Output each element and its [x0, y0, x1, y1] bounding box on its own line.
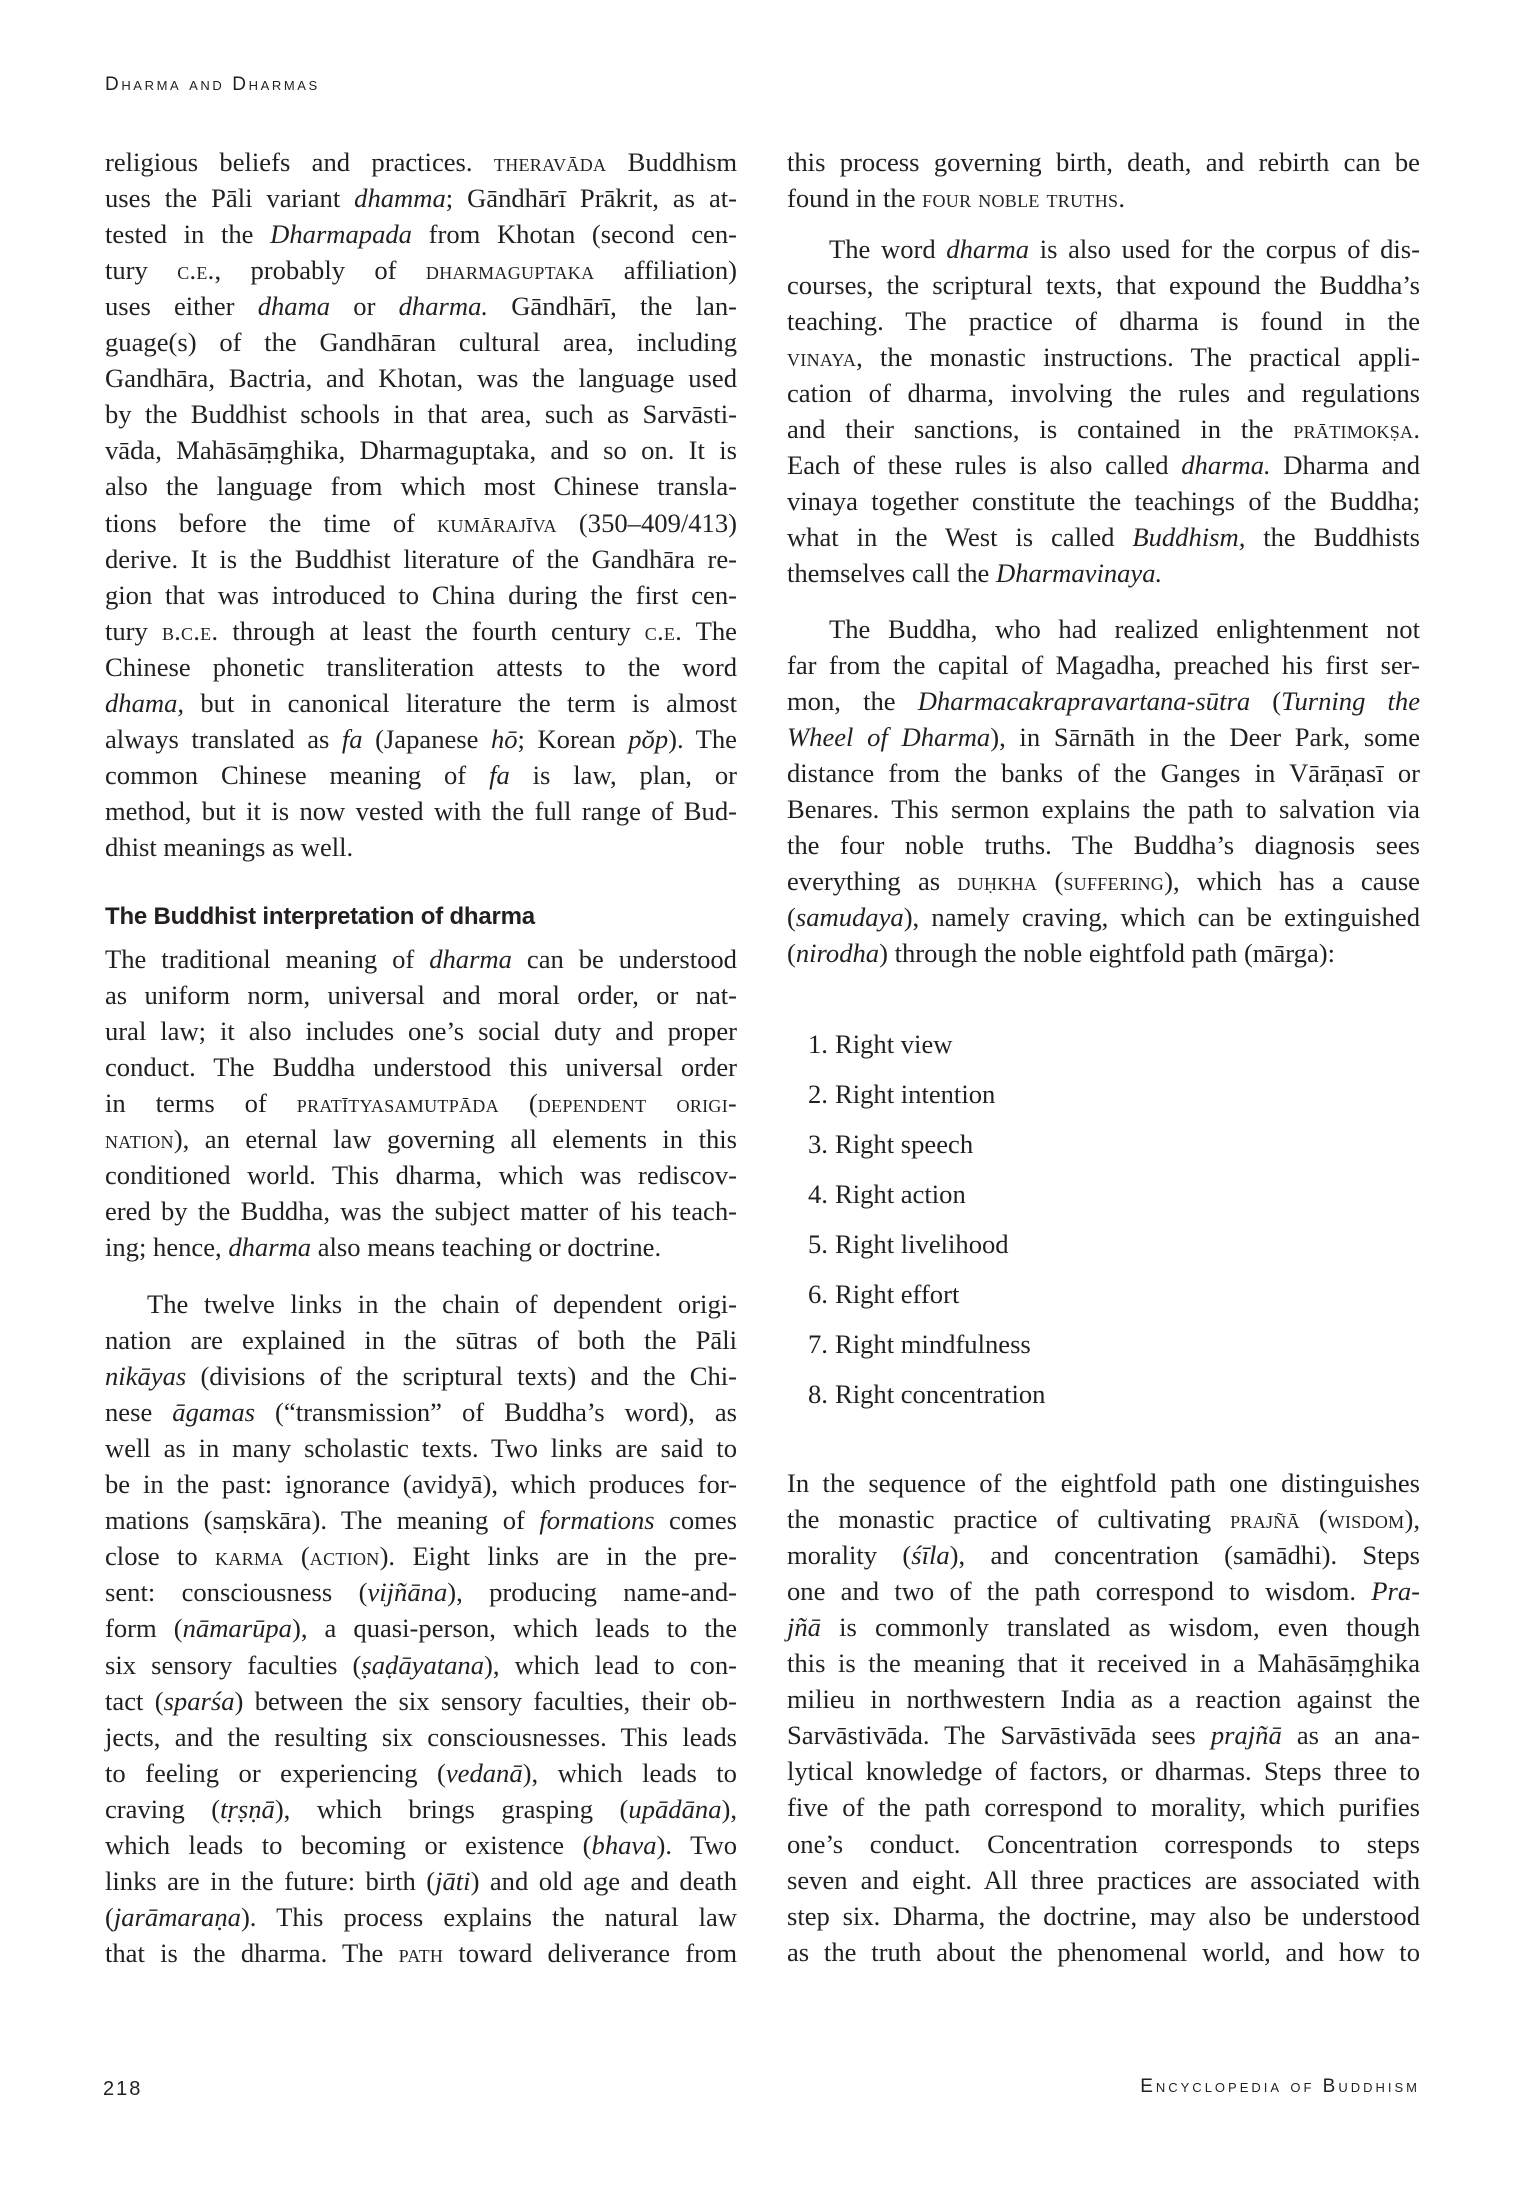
text-run: ), in Sārnāth in the Deer Park, some	[990, 722, 1421, 753]
cross-reference: vinaya	[787, 343, 857, 373]
text-run: ; Korean	[517, 723, 629, 754]
text-line	[105, 180, 737, 216]
italic-term: dharma	[429, 944, 512, 974]
text-line	[105, 1358, 737, 1394]
text-run: seven and eight. All three practices are associated with	[787, 1864, 1420, 1895]
text-run: Gandhāra, Bactria, and Khotan, was the language used	[105, 363, 737, 394]
text-run: conditioned world. This dharma, which was rediscov-	[105, 1160, 737, 1191]
text-run: religious beliefs and practices.	[105, 147, 494, 177]
italic-term: tṛṣṇā	[220, 1793, 275, 1824]
text-run: ), a quasi-person, which leads to the	[291, 1613, 738, 1644]
text-run: but in canonical literature the term is almost	[184, 687, 737, 718]
page-number: 218	[103, 2078, 143, 2100]
text-run: The word	[829, 234, 947, 264]
text-line	[787, 1826, 1420, 1862]
text-run: mations (saṃskāra). The meaning of	[105, 1505, 540, 1536]
italic-term: dhama	[257, 291, 331, 322]
text-line	[105, 1286, 737, 1322]
cross-reference: duḥkha	[957, 867, 1038, 897]
text-line	[105, 1683, 737, 1719]
text-line	[105, 1193, 737, 1229]
text-run: tury	[105, 615, 162, 646]
text-line	[105, 1647, 737, 1683]
text-line	[787, 447, 1420, 483]
text-run: The twelve links in the chain of dependent origi-	[147, 1289, 737, 1319]
text-run: uses the Pāli variant	[105, 183, 355, 214]
text-line	[787, 180, 1420, 216]
text-run: morality (	[787, 1540, 912, 1571]
text-line	[105, 977, 737, 1013]
text-run: gion that was introduced to China during the first cen-	[105, 579, 737, 610]
text-run: links are in the future: birth (	[105, 1865, 436, 1896]
text-line	[105, 468, 737, 504]
text-run: mon, the	[787, 686, 918, 717]
book-title: Encyclopedia of Buddhism	[1140, 2076, 1420, 2097]
italic-term: dhamma	[354, 183, 446, 214]
text-run: ). Two	[656, 1829, 737, 1860]
text-line	[105, 1574, 737, 1610]
text-run: be in the past: ignorance (avidyā), which produces for-	[105, 1469, 737, 1500]
text-run: can be understood	[511, 944, 737, 974]
text-run: this process governing birth, death, and rebirth can be	[787, 147, 1420, 177]
list-number: 5.	[808, 1229, 828, 1259]
text-line	[787, 647, 1420, 683]
text-line	[105, 1013, 737, 1049]
text-line	[787, 1753, 1420, 1789]
cross-reference: action	[309, 1542, 380, 1572]
text-run: is commonly translated as wisdom, even though	[820, 1612, 1420, 1643]
list-number: 2.	[808, 1079, 828, 1109]
cross-reference: karma	[215, 1542, 284, 1572]
text-line	[787, 683, 1420, 719]
text-run: .	[1413, 414, 1420, 445]
text-run: always translated as	[105, 723, 342, 754]
italic-term: dharma	[946, 234, 1030, 264]
text-line	[105, 757, 737, 793]
text-run: In the sequence of the eightfold path one distinguishes	[787, 1468, 1420, 1498]
text-run: derive. It is the Buddhist literature of the Gandhāra re-	[105, 543, 737, 574]
text-run: (	[787, 902, 796, 933]
text-run: , the monastic instructions. The practical appli-	[856, 342, 1420, 373]
list-text: Right speech	[835, 1129, 974, 1159]
italic-term: śīla	[911, 1540, 950, 1571]
text-run: in terms of	[105, 1088, 297, 1119]
text-run: comes	[654, 1505, 737, 1536]
text-run: craving (	[105, 1793, 221, 1824]
text-run: affiliation)	[594, 255, 737, 286]
text-line	[787, 1573, 1420, 1609]
text-run: .	[1118, 183, 1125, 214]
text-line	[787, 375, 1420, 411]
text-run: (	[1299, 1504, 1328, 1535]
text-line	[787, 519, 1420, 555]
text-run: (350–409/413)	[556, 507, 737, 538]
text-run: far from the capital of Magadha, preached his first ser-	[787, 650, 1420, 681]
text-line	[105, 793, 737, 829]
list-text: Right intention	[835, 1079, 996, 1109]
text-line	[105, 1394, 737, 1430]
text-run: as uniform norm, universal and moral order, or nat-	[105, 980, 737, 1011]
text-run: method, but it is now vested with the full range of Bud-	[105, 795, 737, 826]
text-run: (	[787, 938, 796, 969]
italic-term: prajñā	[1210, 1720, 1282, 1751]
text-run: guage(s) of the Gandhāran cultural area, including	[105, 327, 737, 358]
text-line	[787, 144, 1420, 180]
cross-reference: four noble truths	[922, 184, 1119, 214]
cross-reference: theravāda	[493, 148, 607, 177]
text-line	[105, 1827, 737, 1863]
cross-reference: wisdom	[1327, 1505, 1405, 1535]
text-line	[105, 541, 737, 577]
text-run: the Buddhists	[1245, 522, 1421, 553]
text-run: ), and concentration (samādhi). Steps	[949, 1540, 1420, 1571]
list-text: Right view	[835, 1029, 953, 1059]
text-run: teaching. The practice of dharma is found in the	[787, 306, 1420, 337]
text-line	[105, 288, 737, 324]
italic-term: Turning the	[1281, 686, 1420, 717]
text-run: Dharma and	[1270, 450, 1420, 481]
text-line	[105, 1719, 737, 1755]
text-run: tested in the	[105, 219, 271, 250]
text-run: ural law; it also includes one’s social duty and proper	[105, 1016, 737, 1047]
text-run: by the Buddhist schools in that area, such as Sarvāsti-	[105, 399, 737, 430]
list-number: 3.	[808, 1129, 828, 1159]
italic-term: Dharmavinaya.	[995, 558, 1163, 589]
text-line	[105, 396, 737, 432]
text-run: one and two of the path correspond to wisdom.	[787, 1576, 1372, 1607]
text-run: ), which leads to	[522, 1757, 737, 1788]
italic-term: dharma.	[1181, 450, 1271, 481]
text-line	[105, 324, 737, 360]
italic-term: dhama,	[105, 687, 185, 718]
text-line	[787, 483, 1420, 519]
text-line	[787, 1645, 1420, 1681]
text-run: (“transmission” of Buddha’s word), as	[255, 1397, 737, 1428]
italic-term: jarāmaraṇa	[113, 1901, 241, 1932]
text-line	[105, 1466, 737, 1502]
section-heading: The Buddhist interpretation of dharma	[105, 903, 535, 930]
text-line	[105, 1935, 737, 1971]
text-line	[787, 1934, 1420, 1970]
italic-term: Dharmacakrapravartana-sūtra	[917, 686, 1251, 717]
text-line	[105, 505, 737, 541]
text-run: found in the	[787, 183, 923, 214]
text-line	[787, 1537, 1420, 1573]
cross-reference: suffering	[1063, 867, 1165, 897]
text-line	[105, 1430, 737, 1466]
text-line	[105, 1791, 737, 1827]
text-line	[787, 611, 1420, 647]
cross-reference: c.e.	[644, 616, 683, 646]
text-run: jects, and the resulting six consciousnesses. This leads	[105, 1721, 737, 1752]
text-run: tact (	[105, 1685, 164, 1716]
text-run: ),	[721, 1793, 737, 1824]
text-run: Benares. This sermon explains the path to salvation via	[787, 794, 1420, 825]
list-text: Right concentration	[835, 1379, 1046, 1409]
italic-term: ṣaḍāyatana	[361, 1649, 485, 1680]
text-line	[787, 1862, 1420, 1898]
text-run: what in the West is called	[787, 522, 1133, 553]
text-run: ), namely craving, which can be extinguished	[903, 902, 1420, 933]
text-line	[787, 1717, 1420, 1753]
text-run: or	[330, 291, 399, 322]
text-run: Each of these rules is also called	[787, 450, 1182, 481]
text-run: six sensory faculties (	[105, 1649, 362, 1680]
text-line	[105, 1755, 737, 1791]
text-line	[787, 719, 1420, 755]
list-number: 8.	[808, 1379, 828, 1409]
text-run: cation of dharma, involving the rules and regulations	[787, 378, 1420, 409]
text-line	[105, 1538, 737, 1574]
text-run: toward deliverance from	[443, 1937, 737, 1968]
text-line	[787, 411, 1420, 447]
list-text: Right effort	[835, 1279, 960, 1309]
italic-term: upādāna	[628, 1793, 722, 1824]
text-run: nese	[105, 1397, 173, 1428]
text-run: is law, plan, or	[509, 759, 737, 790]
text-run: The	[682, 615, 737, 646]
text-run: ) and old age and death	[470, 1865, 737, 1896]
italic-term: nāmarūpa	[182, 1613, 292, 1644]
text-line	[787, 1609, 1420, 1645]
text-run: the four noble truths. The Buddha’s diagnosis sees	[787, 830, 1420, 861]
italic-term: fa	[489, 759, 510, 790]
text-run: ered by the Buddha, was the subject matter of his teach-	[105, 1196, 737, 1227]
cross-reference: prajñā	[1230, 1505, 1300, 1535]
list-text: Right livelihood	[835, 1229, 1009, 1259]
text-line	[105, 1899, 737, 1935]
list-number: 4.	[808, 1179, 828, 1209]
text-run: the monastic practice of cultivating	[787, 1504, 1231, 1535]
text-run: milieu in northwestern India as a reaction against the	[787, 1684, 1420, 1715]
cross-reference: prātimokṣa	[1293, 415, 1414, 445]
text-run: sent: consciousness (	[105, 1577, 368, 1608]
text-run: tions before the time of	[105, 507, 438, 538]
text-run: also means teaching or doctrine.	[311, 1232, 662, 1263]
text-run: ),	[1404, 1504, 1420, 1535]
text-line	[105, 360, 737, 396]
text-run: and their sanctions, is contained in the	[787, 414, 1294, 445]
list-number: 7.	[808, 1329, 828, 1359]
list-text: Right mindfulness	[835, 1329, 1031, 1359]
text-line	[105, 216, 737, 252]
text-run: (	[105, 1901, 114, 1932]
text-line	[787, 231, 1420, 267]
text-line	[105, 144, 737, 180]
text-run: as the truth about the phenomenal world, and how to	[787, 1936, 1420, 1967]
text-run: ), which lead to con-	[484, 1649, 737, 1680]
text-run: also the language from which most Chinese transla-	[105, 471, 737, 502]
text-run: The traditional meaning of	[105, 944, 430, 974]
text-run: this is the meaning that it received in a Mahāsāṃghika	[787, 1648, 1420, 1679]
cross-reference: b.c.e.	[161, 616, 219, 646]
text-run: which leads to becoming or existence (	[105, 1829, 592, 1860]
italic-term: nikāyas	[105, 1361, 187, 1392]
text-run: ), an eternal law governing all elements in this	[173, 1124, 737, 1155]
text-run: one’s conduct. Concentration corresponds to steps	[787, 1828, 1420, 1859]
italic-term: dharma	[228, 1232, 312, 1263]
text-line	[105, 432, 737, 468]
text-line	[105, 1049, 737, 1085]
text-run: ), which brings grasping (	[274, 1793, 629, 1824]
italic-term: bhava	[591, 1829, 657, 1860]
cross-reference: c.e.	[177, 256, 215, 286]
cross-reference: dharmaguptaka	[425, 256, 595, 286]
text-run: (	[283, 1541, 310, 1572]
italic-term: nirodha	[795, 938, 880, 969]
italic-term: hō	[490, 723, 518, 754]
italic-term: Pra-	[1371, 1576, 1420, 1607]
text-run: vāda, Mahāsāṃghika, Dharmaguptaka, and so on. It is	[105, 435, 737, 466]
text-line	[787, 1465, 1420, 1501]
text-run: courses, the scriptural texts, that expound the Buddha’s	[787, 270, 1420, 301]
italic-term: dharma.	[398, 291, 489, 322]
running-head: Dharma and Dharmas	[105, 74, 320, 95]
list-text: Right action	[835, 1179, 966, 1209]
text-run: Gāndhārī, the lan-	[488, 291, 737, 322]
italic-term: samudaya	[795, 902, 904, 933]
text-run: uses either	[105, 291, 258, 322]
text-run: (Japanese	[362, 723, 491, 754]
italic-term: jāti	[435, 1865, 471, 1896]
text-line	[105, 685, 737, 721]
text-line	[787, 339, 1420, 375]
text-line	[787, 1501, 1420, 1537]
text-run: (	[498, 1088, 538, 1119]
italic-term: formations	[539, 1505, 655, 1536]
text-line	[787, 267, 1420, 303]
text-line	[105, 649, 737, 685]
italic-term: fa	[341, 723, 363, 754]
text-run: tury	[105, 255, 178, 286]
text-line	[787, 555, 1420, 591]
text-line	[105, 941, 737, 977]
text-run: everything as	[787, 866, 958, 897]
italic-term: vedanā	[445, 1757, 523, 1788]
italic-term: āgamas	[172, 1397, 256, 1428]
text-run: ), which has a cause	[1164, 866, 1420, 897]
text-run: themselves call the	[787, 558, 996, 589]
text-line	[787, 791, 1420, 827]
text-run: , probably of	[214, 255, 426, 286]
list-number: 6.	[808, 1279, 828, 1309]
text-line	[787, 1898, 1420, 1934]
text-run: as an ana-	[1281, 1720, 1420, 1751]
text-line	[787, 863, 1420, 899]
italic-term: jñā	[787, 1612, 821, 1643]
text-run: ). The	[668, 723, 737, 754]
text-line	[105, 1121, 737, 1157]
cross-reference: dependent origi-	[537, 1089, 737, 1119]
text-run: Sarvāstivāda. The Sarvāstivāda sees	[787, 1720, 1211, 1751]
text-line	[787, 1789, 1420, 1825]
italic-term: pŏp	[628, 723, 669, 754]
text-run: Buddhism	[606, 147, 738, 177]
text-run: ), producing name-and-	[447, 1577, 737, 1608]
text-line	[105, 1157, 737, 1193]
text-run: lytical knowledge of factors, or dharmas. Steps three to	[787, 1756, 1420, 1787]
text-run: ; Gāndhārī Prākrit, as at-	[445, 183, 737, 214]
text-run: from Khotan (second cen-	[411, 219, 737, 250]
text-run: ) between the six sensory faculties, their ob-	[234, 1685, 737, 1716]
cross-reference: pratītyasamutpāda	[296, 1089, 499, 1119]
text-line	[787, 303, 1420, 339]
text-run: The Buddha, who had realized enlightenment not	[829, 614, 1420, 644]
cross-reference: nation	[105, 1125, 174, 1155]
text-line	[787, 935, 1420, 971]
text-line	[105, 577, 737, 613]
italic-term: Dharmapada	[270, 219, 412, 250]
italic-term: Wheel of Dharma	[787, 722, 991, 753]
text-run: nation are explained in the sūtras of both the Pāli	[105, 1325, 737, 1356]
text-run: form (	[105, 1613, 183, 1644]
cross-reference: kumārajīva	[437, 508, 557, 538]
text-line	[105, 721, 737, 757]
text-run: five of the path correspond to morality, which purifies	[787, 1792, 1420, 1823]
text-line	[787, 827, 1420, 863]
text-run: well as in many scholastic texts. Two links are said to	[105, 1433, 737, 1464]
text-line	[105, 1863, 737, 1899]
text-line	[105, 1322, 737, 1358]
text-line	[105, 1502, 737, 1538]
text-line	[105, 1229, 737, 1265]
text-line	[105, 1610, 737, 1646]
text-run: distance from the banks of the Ganges in Vārāṇasī or	[787, 758, 1420, 789]
italic-term: Buddhism,	[1132, 522, 1246, 553]
text-run: through at least the fourth century	[218, 615, 645, 646]
cross-reference: path	[398, 1938, 444, 1968]
text-run: close to	[105, 1541, 216, 1572]
text-run: to feeling or experiencing (	[105, 1757, 446, 1788]
text-run: common Chinese meaning of	[105, 759, 490, 790]
text-line	[105, 829, 737, 865]
text-line	[105, 1085, 737, 1121]
text-run: ing; hence,	[105, 1232, 229, 1263]
text-line	[787, 899, 1420, 935]
text-line	[105, 252, 737, 288]
text-run: step six. Dharma, the doctrine, may also be understood	[787, 1900, 1420, 1931]
text-run: is also used for the corpus of dis-	[1029, 234, 1420, 264]
text-run: conduct. The Buddha understood this universal order	[105, 1052, 737, 1083]
italic-term: sparśa	[163, 1685, 235, 1716]
text-run: (divisions of the scriptural texts) and the Chi-	[186, 1361, 737, 1392]
italic-term: vijñāna	[367, 1577, 448, 1608]
text-run: ). This process explains the natural law	[240, 1901, 737, 1932]
text-line	[787, 755, 1420, 791]
text-run: ) through the noble eightfold path (mārga):	[879, 938, 1336, 969]
text-run: vinaya together constitute the teachings of the Buddha;	[787, 486, 1420, 517]
text-run: (	[1037, 866, 1064, 897]
text-line	[105, 613, 737, 649]
text-run: dhist meanings as well.	[105, 831, 354, 862]
text-run: (	[1250, 686, 1282, 717]
list-number: 1.	[808, 1029, 828, 1059]
text-line	[787, 1681, 1420, 1717]
text-run: Chinese phonetic transliteration attests to the word	[105, 651, 737, 682]
text-run: that is the dharma. The	[105, 1937, 399, 1968]
text-run: ). Eight links are in the pre-	[379, 1541, 737, 1572]
